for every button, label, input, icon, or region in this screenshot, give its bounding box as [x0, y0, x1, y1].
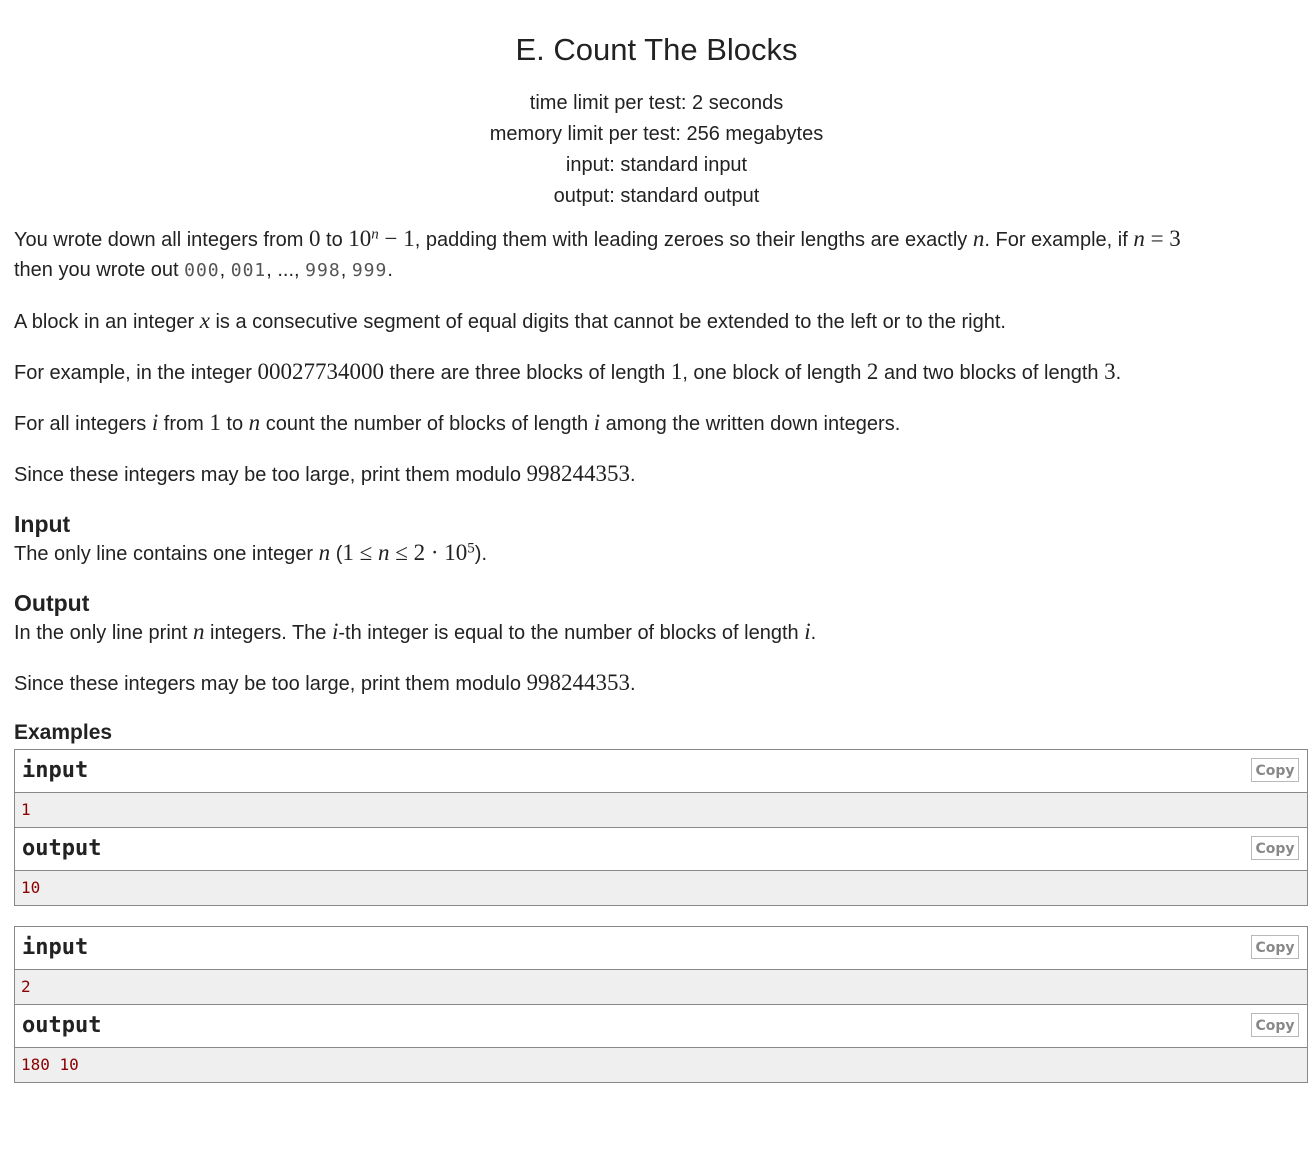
output-modulo-text: Since these integers may be too large, print them modulo 998244353.	[14, 670, 636, 695]
output-header	[15, 828, 1307, 871]
copy-output-button[interactable]: Copy	[1251, 836, 1299, 860]
input-label: input	[22, 758, 89, 783]
input-specification	[14, 510, 1304, 569]
legend-paragraph-4: For all integers i from 1 to n count the number of blocks of length i among the written down integers.	[14, 410, 901, 435]
output-data: 10	[15, 871, 1307, 905]
output-label: output	[22, 1013, 102, 1038]
input-header	[15, 750, 1307, 793]
output-section-title: Output	[14, 590, 90, 616]
legend-paragraph-3: For example, in the integer 00027734000 there are three blocks of length 1, one block of length 2 and two blocks of length 3.	[14, 359, 1122, 384]
input-data: 2	[15, 970, 1307, 1005]
copy-output-button[interactable]: Copy	[1251, 1013, 1299, 1037]
output-specification	[14, 589, 1304, 699]
memory-limit: memory limit per test: 256 megabytes	[489, 123, 824, 145]
input-header	[15, 927, 1307, 970]
input-label: input	[22, 935, 89, 960]
output-section-text: In the only line print n integers. The i-th integer is equal to the number of blocks of length i.	[14, 619, 817, 644]
legend-paragraph-5: Since these integers may be too large, print them modulo 998244353.	[14, 461, 636, 486]
examples-title: Examples	[14, 721, 113, 744]
output-data: 180 10	[15, 1048, 1307, 1082]
example-block	[14, 749, 1308, 906]
input-section-text: The only line contains one integer n $(1 \le n \le 2 \cdot 10^5)$.	[14, 540, 487, 565]
input-data: 1	[15, 793, 1307, 828]
problem-statement	[14, 224, 1304, 1103]
copy-input-button[interactable]: Copy	[1251, 758, 1299, 782]
legend-paragraph-1: You wrote down all integers from 0 to $10^n - 1$, padding them with leading zeroes so their lengths are exactly n. For example, if n = 3 then you wrote out 000, 001, ..., 998, 999.	[14, 226, 1181, 281]
sample-tests	[14, 719, 1304, 1083]
output-label: output	[22, 836, 102, 861]
problem-header	[0, 0, 1313, 212]
legend-paragraph-2: A block in an integer x is a consecutive segment of equal digits that cannot be extended to the left or to the right.	[14, 308, 1006, 333]
example-block	[14, 926, 1308, 1083]
copy-input-button[interactable]: Copy	[1251, 935, 1299, 959]
input-file: input: standard input	[565, 154, 748, 176]
output-header	[15, 1005, 1307, 1048]
output-file: output: standard output	[553, 185, 760, 207]
input-section-title: Input	[14, 511, 71, 537]
time-limit: time limit per test: 2 seconds	[529, 92, 784, 114]
problem-title: E. Count The Blocks	[515, 32, 798, 67]
